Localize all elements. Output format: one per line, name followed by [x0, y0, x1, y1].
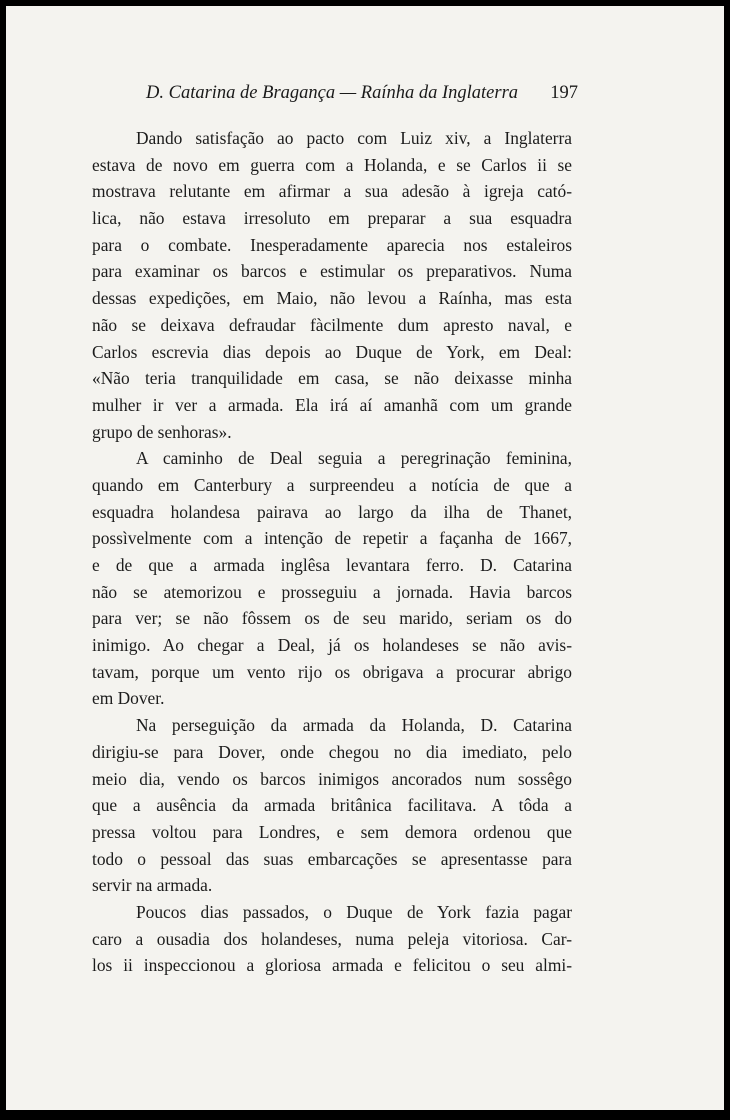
text-line: inimigo. Ao chegar a Deal, já os holandeses se não avis- — [92, 635, 572, 656]
paragraph — [92, 899, 572, 979]
text-line: tavam, porque um vento rijo os obrigava a procurar abrigo — [92, 661, 572, 682]
text-line: grupo de senhoras». — [92, 421, 232, 442]
text-line: não se atemorizou e prosseguiu a jornada. Havia barcos — [92, 581, 572, 602]
text-line: para ver; se não fôssem os de seu marido, seriam os do — [92, 608, 572, 629]
text-line: A caminho de Deal seguia a peregrinação feminina, — [136, 448, 572, 469]
text-line: Poucos dias passados, o Duque de York fazia pagar — [136, 901, 572, 922]
running-title: D. Catarina de Bragança — Raínha da Inglaterra — [146, 83, 519, 103]
text-line: Dando satisfação ao pacto com Luiz xiv, a Inglaterra — [136, 128, 572, 148]
text-line: caro a ousadia dos holandeses, numa peleja vitoriosa. Car- — [92, 928, 572, 949]
running-header — [146, 83, 578, 107]
text-line: em Dover. — [92, 688, 165, 709]
text-line: mulher ir ver a armada. Ela irá aí amanhã com um grande — [92, 394, 572, 415]
text-line: todo o pessoal das suas embarcações se apresentasse para — [92, 848, 572, 869]
text-line: para o combate. Inesperadamente aparecia nos estaleiros — [92, 234, 572, 255]
text-line: Carlos escrevia dias depois ao Duque de York, em Deal: — [92, 341, 572, 362]
text-line: dirigiu-se para Dover, onde chegou no dia imediato, pelo — [92, 741, 572, 762]
text-line: para examinar os barcos e estimular os preparativos. Numa — [92, 261, 572, 282]
paragraph — [92, 445, 572, 712]
text-line: Na perseguição da armada da Holanda, D. Catarina — [136, 715, 572, 736]
body-text — [92, 125, 572, 979]
text-line: mostrava relutante em afirmar a sua adesão à igreja cató- — [92, 181, 572, 202]
text-line: servir na armada. — [92, 875, 213, 896]
paragraph — [92, 125, 572, 445]
text-line: esquadra holandesa pairava ao largo da ilha de Thanet, — [92, 501, 572, 522]
text-line: «Não teria tranquilidade em casa, se não deixasse minha — [92, 368, 572, 389]
text-line: lica, não estava irresoluto em preparar a sua esquadra — [92, 208, 572, 229]
text-line: que a ausência da armada britânica facilitava. A tôda a — [92, 795, 572, 816]
text-line: não se deixava defraudar fàcilmente dum apresto naval, e — [92, 314, 572, 335]
text-line: e de que a armada inglêsa levantara ferro. D. Catarina — [92, 555, 572, 575]
paragraph — [92, 712, 572, 899]
book-page — [6, 6, 724, 1110]
text-line: pressa voltou para Londres, e sem demora ordenou que — [92, 821, 572, 842]
text-line: los ii inspeccionou a gloriosa armada e felicitou o seu almi- — [92, 955, 572, 976]
page-number: 197 — [550, 83, 578, 103]
text-line: estava de novo em guerra com a Holanda, e se Carlos ii se — [92, 154, 572, 175]
text-line: possìvelmente com a intenção de repetir a façanha de 1667, — [92, 528, 572, 549]
text-line: quando em Canterbury a surpreendeu a notícia de que a — [92, 474, 572, 495]
text-line: meio dia, vendo os barcos inimigos ancorados num sossêgo — [92, 768, 572, 789]
text-line: dessas expedições, em Maio, não levou a Raínha, mas esta — [92, 288, 572, 309]
